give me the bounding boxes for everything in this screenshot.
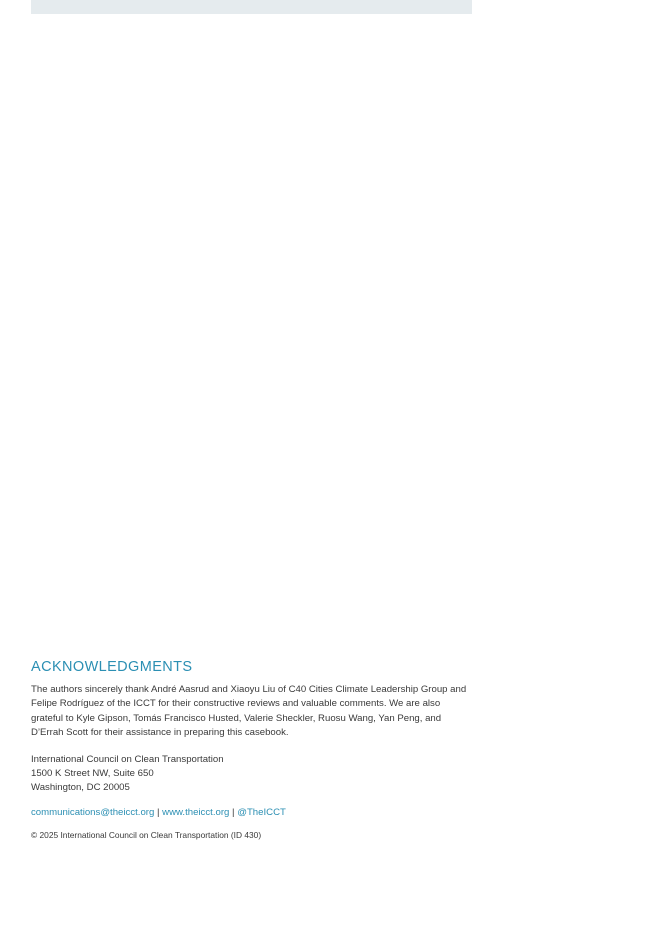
twitter-link[interactable]: @TheICCT — [237, 806, 286, 818]
contact-separator: | — [232, 806, 235, 818]
acknowledgments-body: The authors sincerely thank André Aasrud and Xiaoyu Liu of C40 Cities Climate Leadership Group and Felipe Rodríguez of the ICCT for their constructive reviews and valuable comments. We are also grateful to Kyle Gipson, Tomás Francisco Husted, Valerie Sheckler, Ruosu Wang, Yan Peng, and D’Errah Scott for their assistance in preparing this casebook. — [31, 684, 467, 739]
address-street: 1500 K Street NW, Suite 650 — [31, 768, 154, 780]
acknowledgments-heading: ACKNOWLEDGMENTS — [31, 659, 193, 675]
organization-address — [31, 753, 471, 796]
address-organization: International Council on Clean Transportation — [31, 753, 224, 765]
email-link[interactable]: communications@theicct.org — [31, 806, 155, 818]
acknowledgments-section — [31, 658, 471, 841]
website-link[interactable]: www.theicct.org — [162, 806, 230, 818]
contact-separator: | — [157, 806, 160, 818]
address-city: Washington, DC 20005 — [31, 782, 130, 794]
copyright-notice: © 2025 International Council on Clean Transportation (ID 430) — [31, 829, 262, 840]
top-image-placeholder-band — [31, 0, 472, 14]
contact-links — [31, 806, 471, 820]
